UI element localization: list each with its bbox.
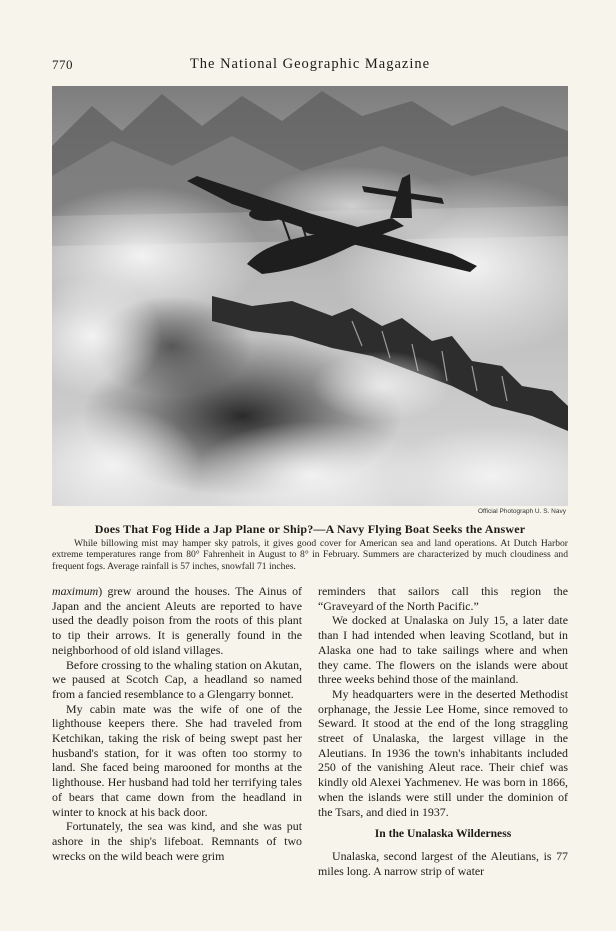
seaplane-over-mountains-photo <box>52 86 568 506</box>
paragraph: My cabin mate was the wife of one of the lighthouse keepers there. She had traveled from Ketchikan, taking the risk of being swept past her husband's station, for it was often too stormy to land. She faced being marooned for months at the lighthouse. Her husband had told her terrifying tales of bears that came down from the headland in winter to knock at his back door. <box>52 701 302 819</box>
running-head: The National Geographic Magazine <box>189 56 431 72</box>
paragraph: We docked at Unalaska on July 15, a later date than I had intended when leaving Scotland, but in Alaska one had to take sailings where and when they came. The flowers on the islands were about three weeks behind those of the mainland. <box>318 613 568 687</box>
paragraph: Unalaska, second largest of the Aleutians, is 77 miles long. A narrow strip of water <box>318 848 568 878</box>
caption-title: Does That Fog Hide a Jap Plane or Ship?—A Navy Flying Boat Seeks the Answer <box>94 522 526 536</box>
italic-word: maximum <box>52 584 99 598</box>
paragraph: Before crossing to the whaling station on Akutan, we paused at Scotch Cap, a headland so named from a fancied resemblance to a Glengarry bonnet. <box>52 657 302 701</box>
paragraph: Fortunately, the sea was kind, and she was put ashore in the ship's lifeboat. Remnants of two wrecks on the wild beach were grim <box>52 819 302 863</box>
paragraph: reminders that sailors call this region the “Graveyard of the North Pacific.” <box>318 584 568 613</box>
section-heading: In the Unalaska Wilderness <box>374 827 512 841</box>
page-number: 770 <box>52 57 73 72</box>
paragraph-text: ) grew around the houses. The Ainus of Japan and the ancient Aleuts are reported to have used the deadly poison from the roots of this plant to tip their arrows. It is generally found in the neighborhood of old island villages. <box>52 584 302 657</box>
left-column <box>52 584 302 863</box>
photo <box>52 86 568 506</box>
right-column <box>318 584 568 878</box>
caption-text: While billowing mist may hamper sky patrols, it gives good cover for American sea and land operations. At Dutch Harbor extreme temperatures range from 80° Fahrenheit in August to 8° in February. Summers are characterized by much cloudiness and frequent fogs. Average rainfall is 57 inches, snowfall 71 inches. <box>52 538 568 572</box>
paragraph: My headquarters were in the deserted Methodist orphanage, the Jessie Lee Home, since removed to Seward. It stood at the end of the long straggling street of Unalaska, the largest village in the Aleutians. In 1936 the town's inhabitants included 250 of the vanishing Aleut race. Their chief was kindly old Alexei Yachmenev. He was born in 1866, when the islands were still under the dominion of the Tsars, and died in 1937. <box>318 686 568 819</box>
photo-credit: Official Photograph U. S. Navy <box>477 508 566 515</box>
paragraph <box>52 584 302 658</box>
